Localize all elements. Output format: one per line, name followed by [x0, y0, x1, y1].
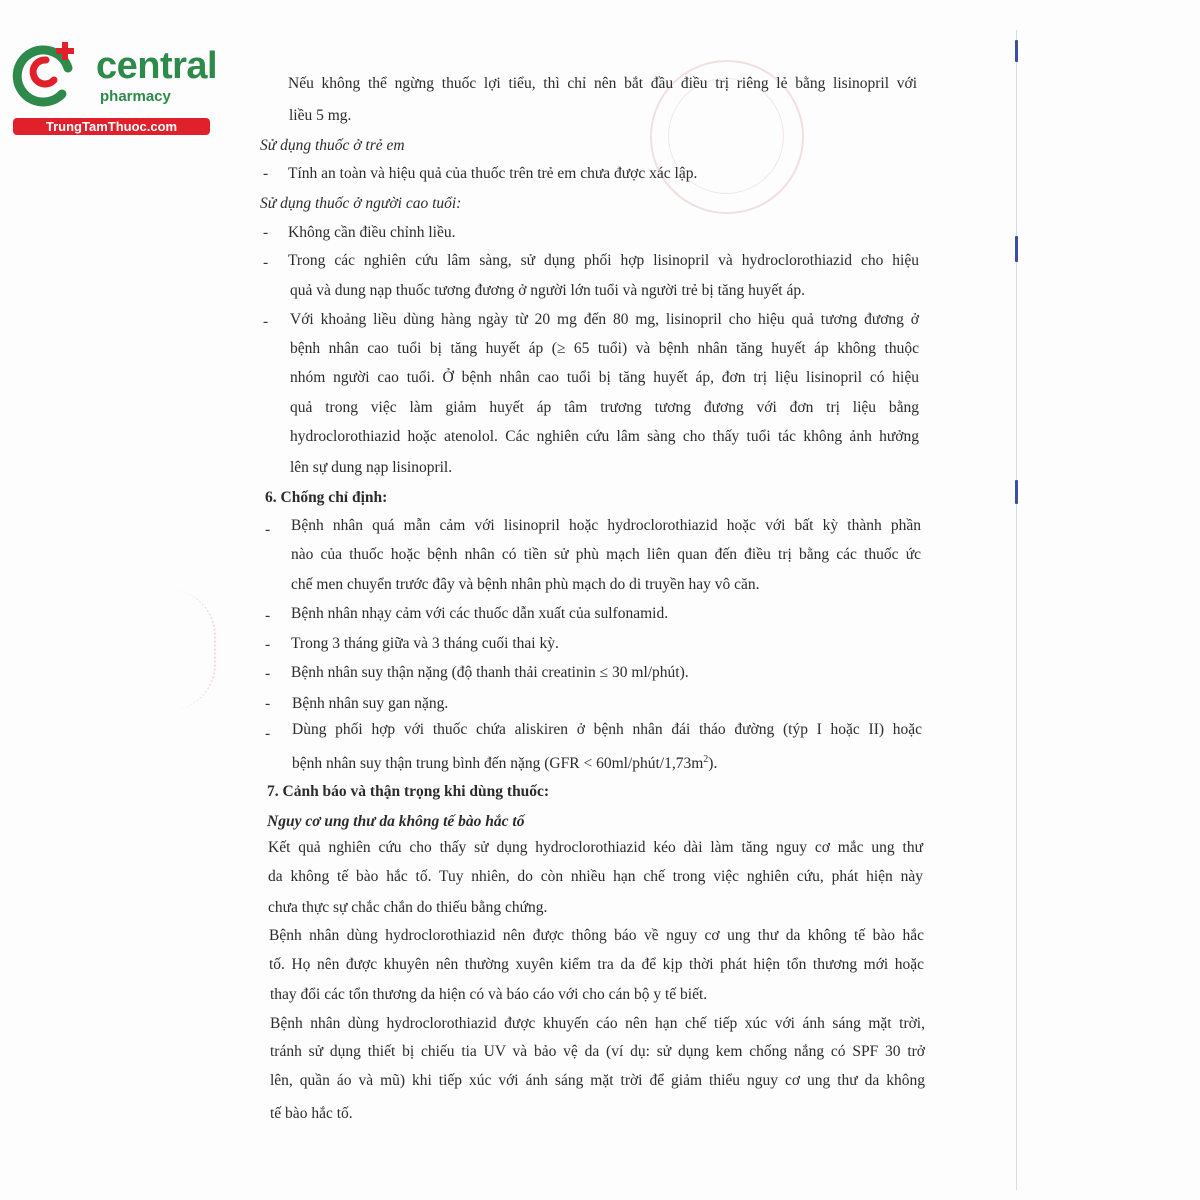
text-line: Nếu không thể ngừng thuốc lợi tiểu, thì chỉ nên bắt đầu điều trị riêng lẻ bằng lisinopril với — [288, 75, 917, 92]
text-line: quả và dung nạp thuốc tương đương ở người lớn tuổi và người trẻ bị tăng huyết áp. — [290, 282, 805, 299]
pharmacy-logo-icon — [10, 38, 82, 110]
list-item: Bệnh nhân nhạy cảm với các thuốc dẫn xuất của sulfonamid. — [291, 605, 669, 622]
bullet-dash: - — [263, 224, 269, 241]
text-line: tránh sử dụng thiết bị chiếu tia UV và bảo vệ da (ví dụ: sử dụng kem chống nắng có SPF 30 trở — [270, 1043, 925, 1060]
list-item: Bệnh nhân quá mẫn cảm với lisinopril hoặc hydroclorothiazid hoặc với bất kỳ thành phần — [291, 517, 921, 534]
bullet-dash: - — [265, 695, 271, 712]
text-line: nhóm người cao tuổi. Ở bệnh nhân cao tuổi bị tăng huyết áp, đơn trị liệu lisinopril có hiệu — [290, 369, 919, 386]
list-item: Bệnh nhân suy gan nặng. — [292, 695, 449, 712]
list-item: Tính an toàn và hiệu quả của thuốc trên trẻ em chưa được xác lập. — [288, 165, 698, 182]
text-line: hydroclorothiazid hoặc atenolol. Các nghiên cứu lâm sàng cho thấy tuổi tác không ảnh hưởng — [290, 428, 919, 445]
text-segment: bệnh nhân suy thận trung bình đến nặng (GFR < 60ml/phút/1,73m — [292, 755, 704, 773]
text-line: Kết quả nghiên cứu cho thấy sử dụng hydroclorothiazid kéo dài làm tăng nguy cơ mắc ung thư — [268, 839, 923, 856]
logo-name: central — [96, 45, 218, 87]
bullet-dash: - — [265, 521, 271, 538]
text-line: tố. Họ nên được khuyên nên thường xuyên kiểm tra da để kịp thời phát hiện tổn thương mới hoặc — [269, 956, 924, 973]
text-line: quả trong việc làm giảm huyết áp tâm trương tương đương với đơn trị liệu bằng — [290, 399, 919, 416]
scan-edge-mark — [1015, 480, 1018, 504]
list-item: Với khoảng liều dùng hàng ngày từ 20 mg đến 80 mg, lisinopril cho hiệu quả tương đương ở — [290, 311, 919, 328]
bullet-dash: - — [265, 725, 271, 742]
bullet-dash: - — [265, 607, 271, 624]
list-item: Trong các nghiên cứu lâm sàng, sử dụng phối hợp lisinopril và hydroclorothiazid cho hiệu — [288, 252, 919, 269]
text-line: chưa thực sự chắc chắn do thiếu bằng chứng. — [268, 899, 548, 916]
list-item: Không cần điều chỉnh liều. — [288, 224, 456, 241]
text-line: thay đổi các tổn thương da hiện có và báo cáo với cho cán bộ y tế biết. — [270, 986, 708, 1003]
text-line: bệnh nhân cao tuổi bị tăng huyết áp (≥ 65 tuổi) và bệnh nhân tăng huyết áp không thuộc — [290, 340, 919, 357]
page-edge — [1016, 30, 1017, 1190]
bullet-dash: - — [263, 254, 269, 271]
text-line: Bệnh nhân dùng hydroclorothiazid nên được thông báo về nguy cơ ung thư da không tế bào hắc — [269, 927, 924, 944]
text-segment: ). — [708, 755, 718, 773]
text-line: tế bào hắc tố. — [270, 1105, 353, 1122]
list-item: Dùng phối hợp với thuốc chứa aliskiren ở bệnh nhân đái tháo đường (týp I hoặc II) hoặc — [292, 721, 922, 738]
subheading: Sử dụng thuốc ở trẻ em — [260, 137, 405, 154]
text-line: da không tế bào hắc tố. Tuy nhiên, do còn nhiều hạn chế trong việc nghiên cứu, phát hiện này — [268, 868, 923, 885]
superscript: 2 — [703, 754, 709, 765]
text-line: lên, quần áo và mũ) khi tiếp xúc với ánh sáng mặt trời để giảm thiểu nguy cơ ung thư da không — [270, 1072, 925, 1089]
subheading: Sử dụng thuốc ở người cao tuổi: — [260, 195, 462, 212]
bullet-dash: - — [263, 165, 269, 182]
central-pharmacy-logo[interactable] — [10, 38, 218, 138]
text-line: liều 5 mg. — [289, 107, 352, 124]
text-line: chế men chuyển trước đây và bệnh nhân phù mạch do di truyền hay vô căn. — [291, 576, 760, 593]
list-item: Bệnh nhân suy thận nặng (độ thanh thải creatinin ≤ 30 ml/phút). — [291, 664, 689, 681]
scan-edge-mark — [1015, 40, 1018, 62]
section-heading: 6. Chống chỉ định: — [265, 489, 388, 506]
list-item: Trong 3 tháng giữa và 3 tháng cuối thai kỳ. — [291, 635, 559, 652]
text-line — [292, 750, 717, 774]
scan-edge-mark — [1015, 236, 1018, 262]
bullet-dash: - — [263, 313, 269, 330]
text-line: nào của thuốc hoặc bệnh nhân có tiền sử phù mạch liên quan đến điều trị bằng các thuốc ức — [291, 546, 921, 563]
text-line: lên sự dung nạp lisinopril. — [290, 459, 453, 476]
bullet-dash: - — [265, 665, 271, 682]
bullet-dash: - — [265, 636, 271, 653]
text-line: Bệnh nhân dùng hydroclorothiazid được khuyến cáo nên hạn chế tiếp xúc với ánh sáng mặt trời, — [270, 1015, 925, 1032]
logo-subtitle: pharmacy — [100, 88, 171, 105]
subheading: Nguy cơ ung thư da không tế bào hắc tố — [267, 813, 525, 830]
logo-site-link[interactable]: TrungTamThuoc.com — [13, 118, 210, 135]
section-heading: 7. Cảnh báo và thận trọng khi dùng thuốc: — [267, 783, 550, 800]
